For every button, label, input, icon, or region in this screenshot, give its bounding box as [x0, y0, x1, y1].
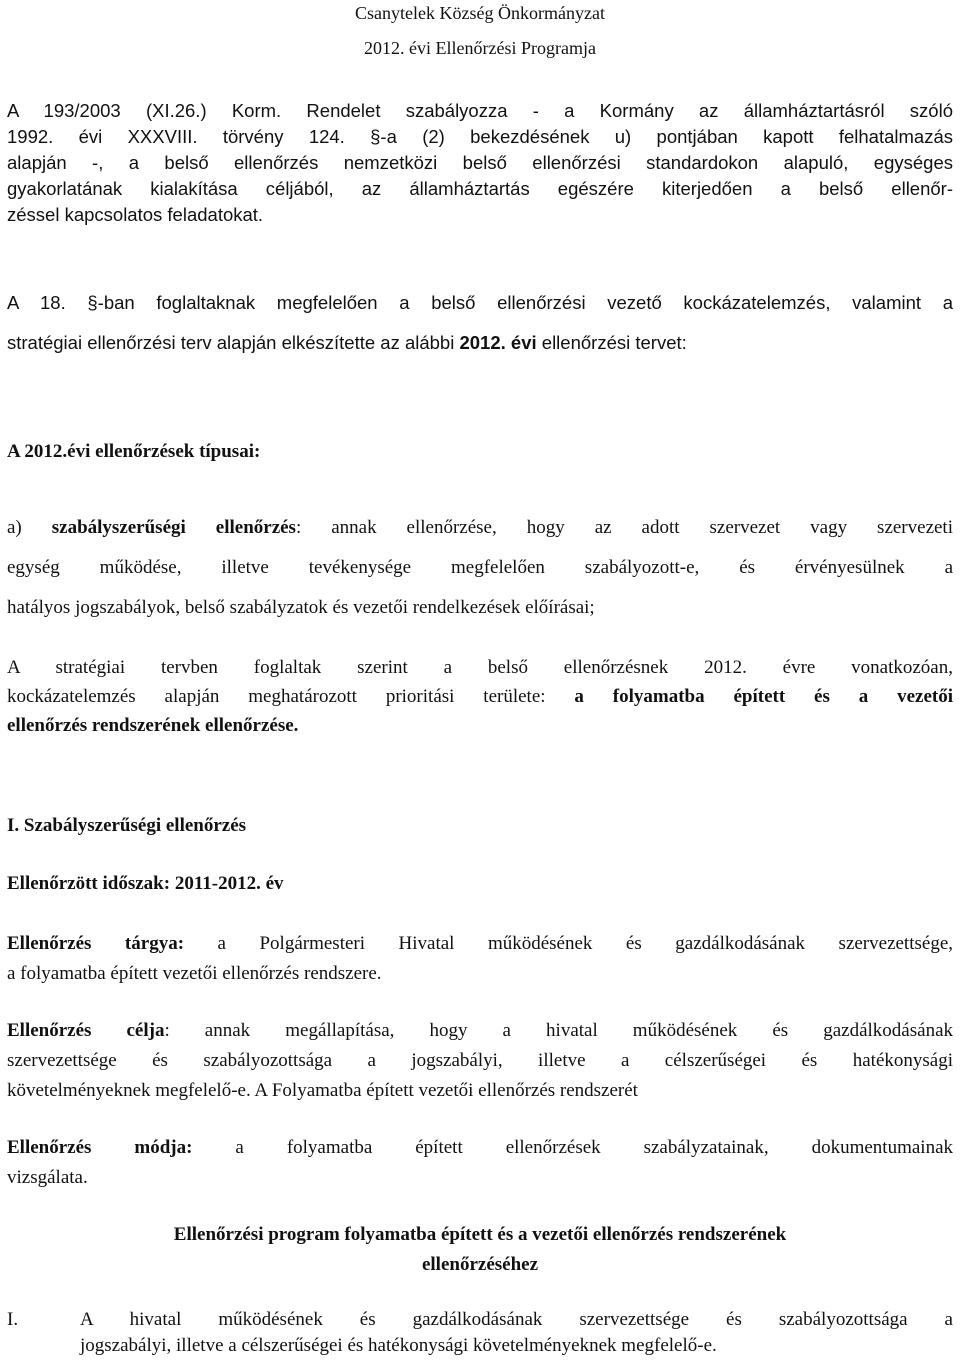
type-a-line-2: egység működése, illetve tevékenysége megfelelően szabályozott-e, és érvényesülnek a: [7, 557, 953, 578]
intro-line-3: alapján -, a belső ellenőrzés nemzetközi belső ellenőrzési standardokon alapuló, egységes: [7, 152, 953, 173]
program-title-line-2: ellenőrzéséhez: [421, 1254, 539, 1275]
section-1-title: I. Szabályszerűségi ellenőrzés: [7, 815, 247, 836]
program-title: [7, 1220, 953, 1280]
goal-line-2: szervezettsége és szabályozottsága a jogszabályi, illetve a célszerűségei és hatékonysági: [7, 1050, 953, 1071]
basis-year: 2012.: [459, 332, 506, 353]
basis-line-2: [7, 323, 953, 363]
subject-line-2: a folyamatba épített vezetői ellenőrzés rendszere.: [7, 963, 382, 984]
subject-line-1: [7, 929, 953, 959]
goal-line-1: [7, 1016, 953, 1046]
method-label: Ellenőrzés módja:: [7, 1137, 193, 1158]
subject-label: Ellenőrzés tárgya:: [7, 933, 185, 954]
basis-paragraph: [7, 283, 953, 363]
goal-label: Ellenőrzés célja: [7, 1020, 165, 1041]
type-a-line-1-rest: : annak ellenőrzése, hogy az adott szervezet vagy szervezeti: [295, 517, 953, 538]
type-a-line-1: [7, 508, 953, 548]
basis-line-2-text: stratégiai ellenőrzési terv alapján elkészítette az alábbi: [7, 332, 460, 353]
type-a-paragraph: [7, 508, 953, 628]
type-a-line-3: hatályos jogszabályok, belső szabályzatok és vezetői rendelkezések előírásai;: [7, 597, 595, 618]
basis-line-2-end: ellenőrzési tervet:: [536, 332, 687, 353]
intro-line-5: zéssel kapcsolatos feladatokat.: [7, 204, 264, 225]
method-paragraph: [7, 1133, 953, 1193]
item-1-line-1: A hivatal működésének és gazdálkodásának szervezettsége és szabályozottsága a: [80, 1309, 953, 1330]
types-heading: A 2012.évi ellenőrzések típusai:: [7, 441, 261, 462]
item-1-number: I.: [7, 1309, 19, 1330]
strategy-line-2-plain: kockázatelemzés alapján meghatározott prioritási területe:: [7, 686, 575, 707]
type-a-prefix: a): [7, 517, 52, 538]
strategy-paragraph: [7, 653, 953, 740]
subject-line-1-rest: a Polgármesteri Hivatal működésének és gazdálkodásának szervezettsége,: [184, 933, 953, 954]
method-line-2: vizsgálata.: [7, 1167, 88, 1188]
method-line-1-rest: a folyamatba épített ellenőrzések szabályzatainak, dokumentumainak: [192, 1137, 954, 1158]
intro-line-1: A 193/2003 (XI.26.) Korm. Rendelet szabályozza - a Kormány az államháztartásról szóló: [7, 100, 953, 121]
program-title-line-1: Ellenőrzési program folyamatba épített és a vezetői ellenőrzés rendszerének: [173, 1224, 787, 1245]
strategy-line-3-bold: ellenőrzés rendszerének ellenőrzése.: [7, 715, 299, 736]
header-municipality: Csanytelek Község Önkormányzat: [355, 3, 605, 23]
control-period: Ellenőrzött időszak: 2011-2012. év: [7, 873, 284, 894]
subject-paragraph: [7, 929, 953, 989]
type-a-term: szabályszerűségi ellenőrzés: [51, 517, 296, 538]
strategy-line-3: [7, 711, 953, 740]
goal-line-1-rest: : annak megállapítása, hogy a hivatal működésének és gazdálkodásának: [164, 1020, 953, 1041]
intro-line-2: 1992. évi XXXVIII. törvény 124. §-a (2) bekezdésének u) pontjában kapott felhatalmazás: [7, 126, 953, 147]
strategy-line-2-bold: a folyamatba épített és a vezetői: [574, 686, 953, 707]
item-1-paragraph: [80, 1307, 953, 1359]
header-program-title: 2012. évi Ellenőrzési Programja: [364, 38, 596, 58]
item-1-line-2: jogszabályi, illetve a célszerűségei és hatékonysági követelményeknek megfelelő-e.: [80, 1335, 717, 1356]
goal-paragraph: [7, 1016, 953, 1106]
intro-line-4: gyakorlatának kialakítása céljából, az államháztartás egészére kiterjedően a belső ellenőr-: [7, 178, 953, 199]
method-line-1: [7, 1133, 953, 1163]
strategy-line-2: [7, 682, 953, 711]
intro-paragraph: [7, 98, 953, 228]
strategy-line-1: A stratégiai tervben foglaltak szerint a belső ellenőrzésnek 2012. évre vonatkozóan,: [7, 657, 953, 678]
basis-line-1: A 18. §-ban foglaltaknak megfelelően a belső ellenőrzési vezető kockázatelemzés, valamint a: [7, 292, 953, 313]
goal-line-3: követelményeknek megfelelő-e. A Folyamatba épített vezetői ellenőrzés rendszerét: [7, 1080, 638, 1101]
basis-evi: évi: [510, 332, 537, 353]
